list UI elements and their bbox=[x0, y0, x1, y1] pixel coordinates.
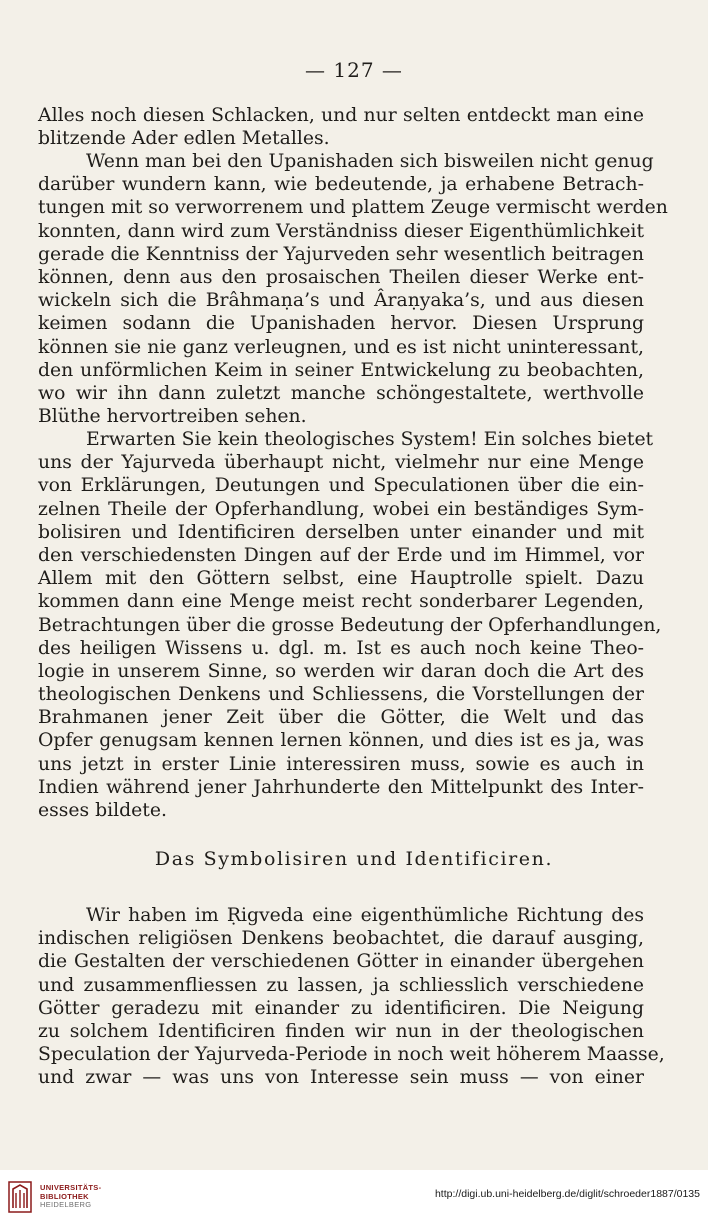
paragraph-4 bbox=[38, 904, 665, 1090]
text-line: kommen dann eine Menge meist recht sonderbarer Legenden, bbox=[38, 591, 644, 613]
text-line: zu solchem Identificiren finden wir nun in der theologischen bbox=[38, 1020, 644, 1042]
text-line: darüber wundern kann, wie bedeutende, ja erhabene Betrach- bbox=[38, 174, 644, 196]
paragraph-1 bbox=[38, 104, 644, 150]
text-line: Erwarten Sie kein theologisches System! Ein solches bietet bbox=[86, 429, 654, 450]
text-line: und zusammenfliessen zu lassen, ja schliesslich verschiedene bbox=[38, 974, 644, 996]
text-line: zelnen Theile der Opferhandlung, wobei ein beständiges Sym- bbox=[38, 498, 644, 520]
library-name-line: HEIDELBERG bbox=[40, 1200, 92, 1210]
text-line: können sie nie ganz verleugnen, und es ist nicht uninteressant, bbox=[38, 336, 644, 358]
text-line: den unförmlichen Keim in seiner Entwickelung zu beobachten, bbox=[38, 359, 644, 381]
text-line: tungen mit so verworrenem und plattem Zeuge vermischt werden bbox=[38, 197, 668, 219]
text-line: Opfer genugsam kennen lernen können, und dies ist es ja, was bbox=[38, 730, 644, 752]
text-line: und zwar — was uns von Interesse sein muss — von einer bbox=[38, 1067, 644, 1089]
text-line: können, denn aus den prosaischen Theilen dieser Werke ent- bbox=[38, 266, 644, 288]
text-line: esses bildete. bbox=[38, 800, 167, 821]
text-line: uns der Yajurveda überhaupt nicht, vielmehr nur eine Menge bbox=[38, 452, 644, 474]
text-line: gerade die Kenntniss der Yajurveden sehr wesentlich beitragen bbox=[38, 243, 644, 265]
text-line: wickeln sich die Brâhmaṇa’s und Âraṇyaka’s, und aus diesen bbox=[38, 290, 644, 312]
paragraph-3 bbox=[38, 428, 662, 822]
text-line: theologischen Denkens und Schliessens, die Vorstellungen der bbox=[38, 684, 644, 706]
library-name bbox=[40, 1184, 101, 1210]
text-line: Wir haben im Ṛigveda eine eigenthümliche Richtung des bbox=[86, 905, 644, 926]
paragraph-2 bbox=[38, 150, 668, 428]
text-line: uns jetzt in erster Linie interessiren muss, sowie es auch in bbox=[38, 753, 644, 775]
text-line: blitzende Ader edlen Metalles. bbox=[38, 128, 330, 150]
section-heading: Das Symbolisiren und Identificiren. bbox=[154, 848, 554, 870]
text-line: des heiligen Wissens u. dgl. m. Ist es auch noch keine Theo- bbox=[38, 637, 644, 659]
page-number: — 127 — bbox=[305, 58, 403, 82]
source-url-link[interactable]: http://digi.ub.uni-heidelberg.de/diglit/schroeder1887/0135 bbox=[434, 1188, 700, 1200]
text-line: den verschiedensten Dingen auf der Erde und im Himmel, vor bbox=[38, 544, 644, 566]
text-line: wo wir ihn dann zuletzt manche schöngestaltete, werthvolle bbox=[38, 382, 644, 404]
university-library-logo-icon bbox=[8, 1180, 32, 1214]
text-line: Brahmanen jener Zeit über die Götter, die Welt und das bbox=[38, 707, 644, 729]
library-name-line: BIBLIOTHEK bbox=[40, 1191, 89, 1201]
text-line: indischen religiösen Denkens beobachtet, die darauf ausging, bbox=[38, 928, 644, 950]
text-line: Betrachtungen über die grosse Bedeutung der Opferhandlungen, bbox=[38, 614, 662, 636]
text-line: Indien während jener Jahrhunderte den Mittelpunkt des Inter- bbox=[38, 776, 644, 798]
text-line: Alles noch diesen Schlacken, und nur selten entdeckt man eine bbox=[38, 105, 644, 126]
library-name-line: UNIVERSITÄTS- bbox=[40, 1183, 102, 1192]
text-line: Allem mit den Göttern selbst, eine Hauptrolle spielt. Dazu bbox=[38, 568, 644, 590]
text-line: bolisiren und Identificiren derselben unter einander und mit bbox=[38, 521, 644, 543]
footer-bar bbox=[0, 1170, 708, 1226]
text-line: Speculation der Yajurveda-Periode in noch weit höherem Maasse, bbox=[38, 1044, 665, 1066]
text-line: logie in unserem Sinne, so werden wir daran doch die Art des bbox=[38, 660, 644, 682]
text-line: die Gestalten der verschiedenen Götter in einander übergehen bbox=[38, 951, 644, 973]
text-line: Blüthe hervortreiben sehen. bbox=[38, 406, 307, 428]
text-line: konnten, dann wird zum Verständniss dieser Eigenthümlichkeit bbox=[38, 220, 644, 242]
text-line: von Erklärungen, Deutungen und Speculationen über die ein- bbox=[38, 475, 644, 497]
text-line: Wenn man bei den Upanishaden sich bisweilen nicht genug bbox=[86, 151, 654, 172]
text-line: Götter geradezu mit einander zu identificiren. Die Neigung bbox=[38, 997, 644, 1019]
text-line: keimen sodann die Upanishaden hervor. Diesen Ursprung bbox=[38, 313, 644, 335]
